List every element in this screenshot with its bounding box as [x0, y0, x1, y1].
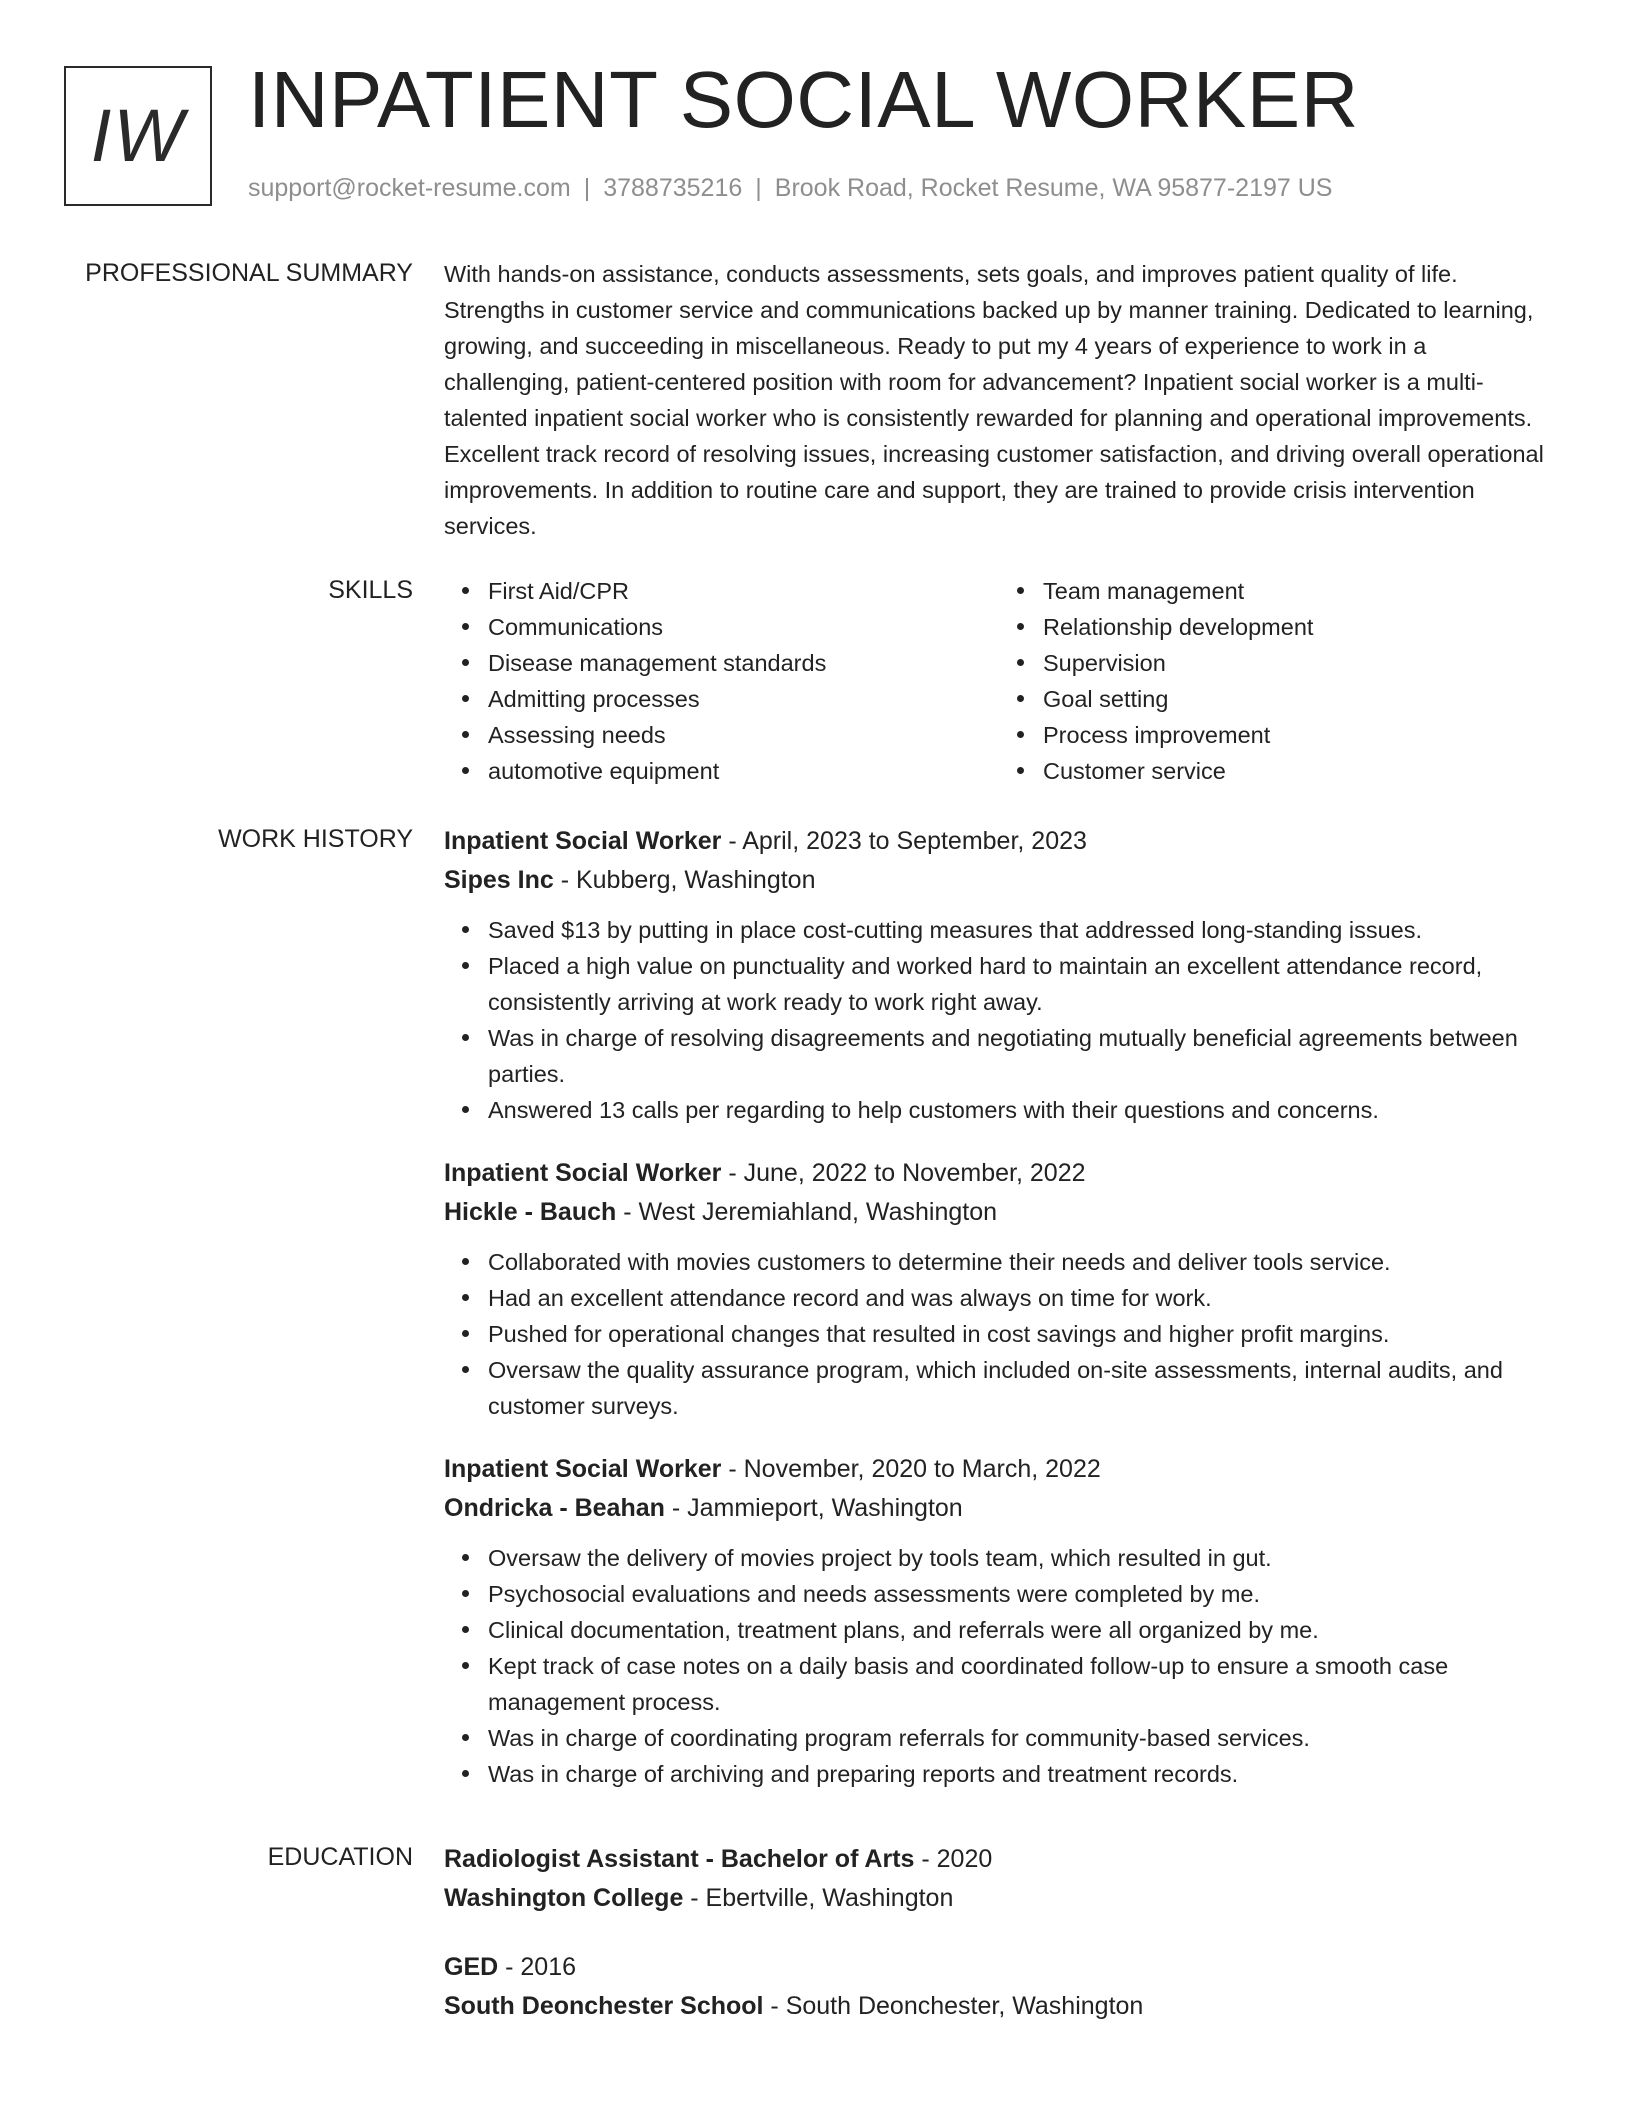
skill-item: automotive equipment [488, 753, 999, 789]
job-bullet: Collaborated with movies customers to determine their needs and deliver tools service. [488, 1244, 1554, 1280]
summary-body [444, 256, 1554, 544]
skill-item: Customer service [1043, 753, 1554, 789]
education-location: - South Deonchester, Washington [763, 1992, 1144, 2020]
education-entry [444, 1948, 1554, 2026]
education-year: - 2020 [914, 1845, 993, 1873]
job-dates: - June, 2022 to November, 2022 [721, 1159, 1086, 1187]
job-company: Hickle - Bauch [444, 1198, 617, 1226]
job-bullets [444, 1540, 1554, 1792]
job-bullet: Answered 13 calls per regarding to help customers with their questions and concerns. [488, 1092, 1554, 1128]
education-body [444, 1840, 1554, 2052]
resume-name: INPATIENT SOCIAL WORKER [248, 55, 1359, 144]
education-school-line [444, 1879, 1554, 1918]
education-degree-line [444, 1840, 1554, 1879]
section-label-skills: SKILLS [328, 576, 413, 604]
contact-email[interactable]: support@rocket-resume.com [248, 174, 571, 202]
contact-line [248, 174, 1332, 203]
skill-item: Disease management standards [488, 645, 999, 681]
job-bullet: Was in charge of resolving disagreements and negotiating mutually beneficial agreements between parties. [488, 1020, 1554, 1092]
job-bullet: Oversaw the quality assurance program, which included on-site assessments, internal audits, and customer surveys. [488, 1352, 1554, 1424]
job-title-line [444, 822, 1554, 861]
job-entry [444, 1450, 1554, 1792]
job-company-line [444, 861, 1554, 900]
skills-column-right [999, 573, 1554, 789]
contact-separator: | [755, 174, 762, 202]
job-bullet: Psychosocial evaluations and needs assessments were completed by me. [488, 1576, 1554, 1612]
job-title: Inpatient Social Worker [444, 827, 722, 855]
job-bullet: Pushed for operational changes that resulted in cost savings and higher profit margins. [488, 1316, 1554, 1352]
skills-list [444, 573, 1554, 789]
skill-item: Admitting processes [488, 681, 999, 717]
skill-item: Relationship development [1043, 609, 1554, 645]
job-company: Sipes Inc [444, 866, 554, 894]
education-degree-line [444, 1948, 1554, 1987]
skill-item: Assessing needs [488, 717, 999, 753]
job-company-line [444, 1489, 1554, 1528]
education-entry [444, 1840, 1554, 1918]
job-bullet: Was in charge of coordinating program referrals for community-based services. [488, 1720, 1554, 1756]
job-bullet: Placed a high value on punctuality and worked hard to maintain an excellent attendance record, consistently arriving at work ready to work right away. [488, 948, 1554, 1020]
monogram-box [64, 66, 212, 206]
skill-item: Supervision [1043, 645, 1554, 681]
education-degree: GED [444, 1953, 499, 1981]
contact-address: Brook Road, Rocket Resume, WA 95877-2197 US [774, 174, 1333, 202]
section-label-work: WORK HISTORY [218, 825, 413, 853]
education-location: - Ebertville, Washington [683, 1884, 954, 1912]
education-school: South Deonchester School [444, 1992, 764, 2020]
job-bullets [444, 1244, 1554, 1424]
skills-column-left [444, 573, 999, 789]
summary-text: With hands-on assistance, conducts assessments, sets goals, and improves patient quality of life. Strengths in customer service and communications backed up by manner training. Dedicated to learning, growing, and succeeding in miscellaneous. Ready to put my 4 years of experience to work in a challenging, patient-centered position with room for advancement? Inpatient social worker is a multi-talented inpatient social worker who is consistently rewarded for planning and operational improvements. Excellent track record of resolving issues, increasing customer satisfaction, and driving overall operational improvements. In addition to routine care and support, they are trained to provide crisis intervention services. [444, 261, 1544, 539]
job-dates: - April, 2023 to September, 2023 [721, 827, 1087, 855]
job-company-line [444, 1193, 1554, 1232]
education-degree: Radiologist Assistant - Bachelor of Arts [444, 1845, 915, 1873]
job-title: Inpatient Social Worker [444, 1159, 722, 1187]
job-title-line [444, 1154, 1554, 1193]
skill-item: First Aid/CPR [488, 573, 999, 609]
section-label-education: EDUCATION [267, 1843, 413, 1871]
job-title: Inpatient Social Worker [444, 1455, 722, 1483]
job-location: - Kubberg, Washington [553, 866, 816, 894]
education-school: Washington College [444, 1884, 684, 1912]
skill-item: Team management [1043, 573, 1554, 609]
job-bullets [444, 912, 1554, 1128]
job-bullet: Kept track of case notes on a daily basis and coordinated follow-up to ensure a smooth case management process. [488, 1648, 1554, 1720]
work-history-body [444, 822, 1554, 1818]
job-title-line [444, 1450, 1554, 1489]
job-bullet: Clinical documentation, treatment plans, and referrals were all organized by me. [488, 1612, 1554, 1648]
education-school-line [444, 1987, 1554, 2026]
skill-item: Communications [488, 609, 999, 645]
job-bullet: Was in charge of archiving and preparing reports and treatment records. [488, 1756, 1554, 1792]
job-bullet: Oversaw the delivery of movies project by tools team, which resulted in gut. [488, 1540, 1554, 1576]
job-entry [444, 1154, 1554, 1424]
job-location: - West Jeremiahland, Washington [616, 1198, 998, 1226]
job-bullet: Had an excellent attendance record and was always on time for work. [488, 1280, 1554, 1316]
skill-item: Goal setting [1043, 681, 1554, 717]
job-company: Ondricka - Beahan [444, 1494, 665, 1522]
monogram-initials: IW [90, 94, 186, 177]
job-location: - Jammieport, Washington [664, 1494, 963, 1522]
job-dates: - November, 2020 to March, 2022 [721, 1455, 1101, 1483]
job-entry [444, 822, 1554, 1128]
section-label-summary: PROFESSIONAL SUMMARY [85, 259, 413, 287]
contact-phone[interactable]: 3788735216 [603, 174, 743, 202]
skill-item: Process improvement [1043, 717, 1554, 753]
contact-separator: | [583, 174, 591, 202]
job-bullet: Saved $13 by putting in place cost-cutting measures that addressed long-standing issues. [488, 912, 1554, 948]
education-year: - 2016 [498, 1953, 577, 1981]
